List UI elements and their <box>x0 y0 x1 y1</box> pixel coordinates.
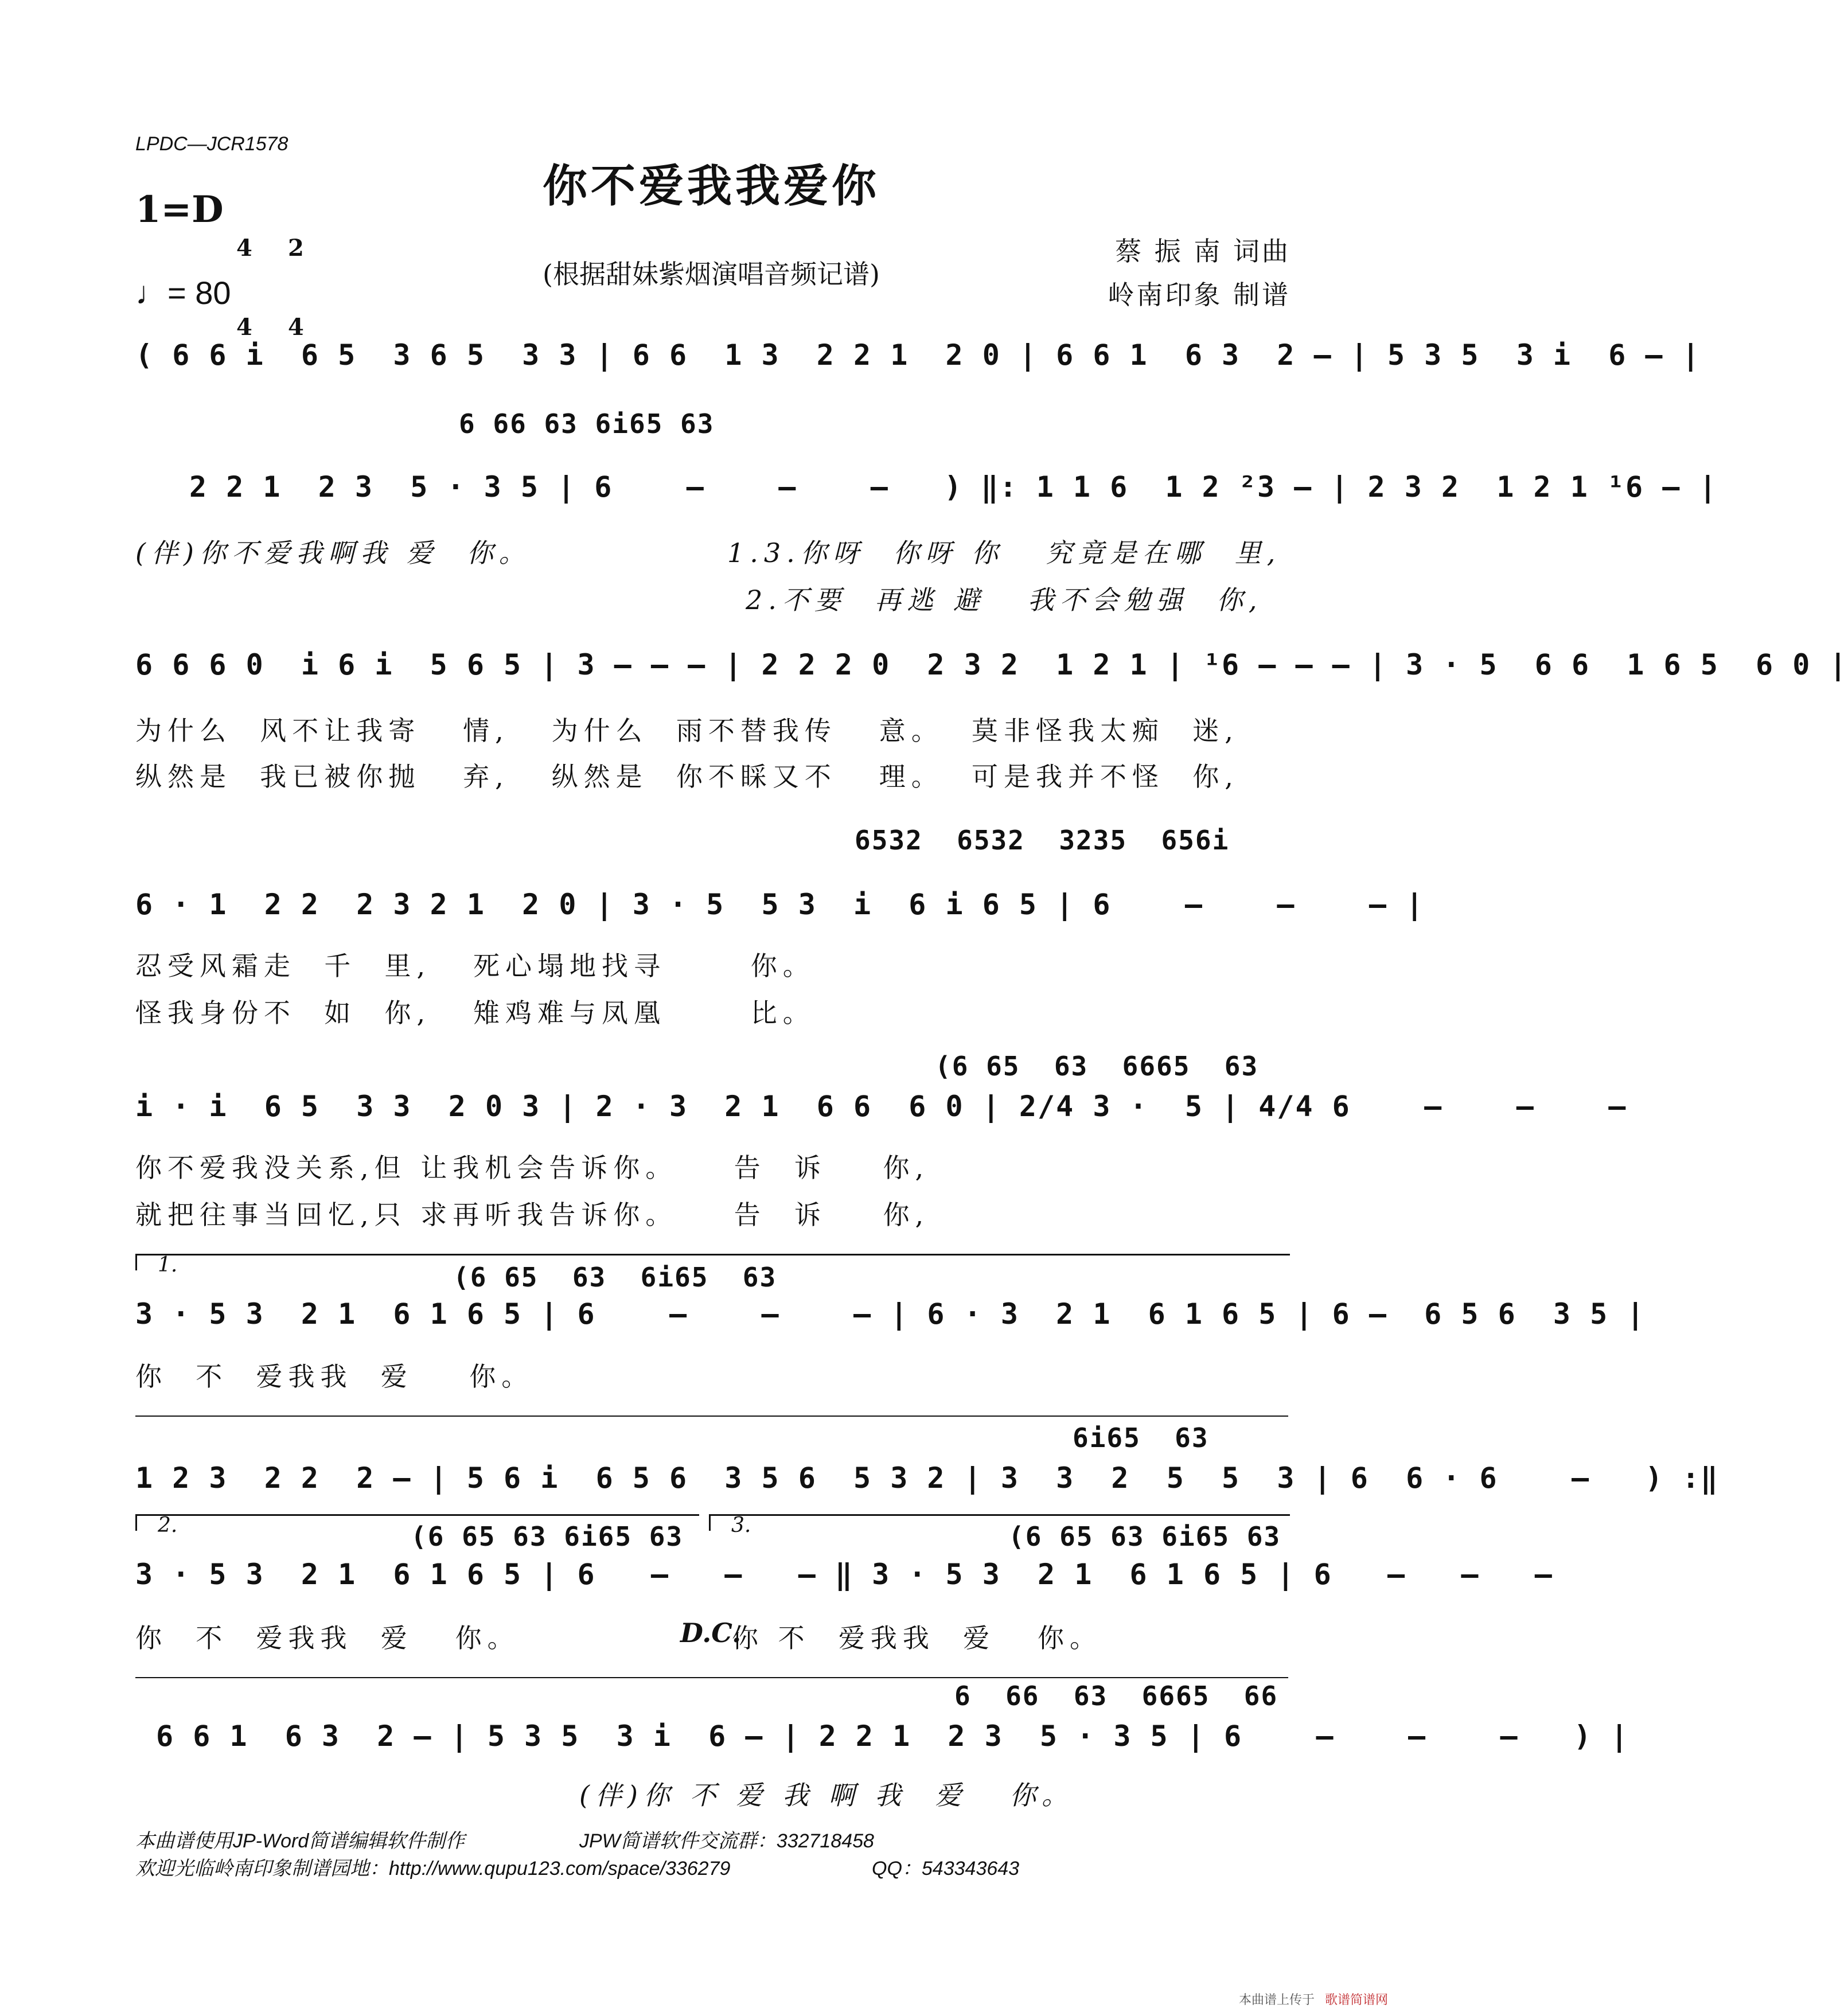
score-system-4: 6 · 1 2 2 2 3 2 1 2 0 | 3 · 5 5 3 i 6 i 6 5 | 6 – – – | <box>135 888 1425 921</box>
tempo-marking: ♩= 80 <box>135 275 231 311</box>
score-system-2: 2 2 1 2 3 5 · 3 5 | 6 – – – ) ‖: 1 1 6 1 2 ²3 – | 2 3 2 1 2 1 ¹6 – | <box>189 470 1718 504</box>
score-upper-voice: 6 66 63 6i65 63 <box>459 408 715 439</box>
staff-divider <box>135 1416 1288 1417</box>
score-upper-voice: 6532 6532 3235 656i <box>855 825 1230 856</box>
song-title: 你不爱我我爱你 <box>542 160 880 212</box>
volta-label: 2. <box>158 1514 178 1537</box>
time-signature-top: 2 <box>288 235 304 262</box>
score-system-8: 3 · 5 3 2 1 6 1 6 5 | 6 – – – ‖ 3 · 5 3 2 1 6 1 6 5 | 6 – – – <box>135 1558 1553 1591</box>
da-capo-marking: D.C. <box>680 1617 742 1648</box>
lyric-line: 怪我身份不 如 你, 雉鸡难与凤凰 比。 <box>135 997 815 1028</box>
lyric-line: 2.不要 再逃 避 我不会勉强 你, <box>746 584 1263 615</box>
lyric-line: 忍受风霜走 千 里, 死心塌地找寻 你。 <box>135 950 815 981</box>
watermark-text: 本曲谱上传于 <box>1239 1992 1315 2007</box>
footer-group-number: JPW简谱软件交流群：332718458 <box>579 1830 874 1852</box>
arranger: 岭南印象 制谱 <box>1108 279 1291 310</box>
watermark-site: 歌谱简谱网 <box>1325 1992 1389 2007</box>
lyricist-composer: 蔡 振 南 词曲 <box>1115 236 1291 267</box>
score-system-5: i · i 6 5 3 3 2 0 3 | 2 · 3 2 1 6 6 6 0 | 2/4 3 · 5 | 4/4 6 – – – <box>135 1090 1627 1123</box>
score-upper-voice: 6 66 63 6665 66 <box>954 1680 1278 1711</box>
score-system-6: 3 · 5 3 2 1 6 1 6 5 | 6 – – – | 6 · 3 2 1 6 1 6 5 | 6 – 6 5 6 3 5 | <box>135 1297 1646 1331</box>
score-upper-voice: (6 65 63 6665 63 <box>935 1051 1259 1082</box>
lyric-line: 纵然是 我已被你抛 弃, 纵然是 你不睬又不 理。 可是我并不怪 你, <box>135 761 1239 792</box>
score-upper-voice: 6i65 63 <box>1073 1422 1209 1453</box>
lyric-line: 你 不 爱我我 爱 你。 <box>135 1623 520 1654</box>
lyric-line: 你 不 爱我我 爱 你。 <box>732 1623 1102 1654</box>
lyric-line: 你不爱我没关系,但 让我机会告诉你。 告 诉 你, <box>135 1152 930 1183</box>
time-signature-bottom: 4 <box>236 314 252 341</box>
score-upper-voice: (6 65 63 6i65 63 <box>453 1262 777 1293</box>
score-system-1: ( 6 6 i 6 5 3 6 5 3 3 | 6 6 1 3 2 2 1 2 0 | 6 6 1 6 3 2 – | 5 3 5 3 i 6 – | <box>135 338 1701 372</box>
volta-label: 3. <box>731 1514 751 1537</box>
time-signature-top: 4 <box>236 235 252 262</box>
volta-label: 1. <box>158 1253 178 1277</box>
subtitle: (根据甜妹紫烟演唱音频记谱) <box>543 259 880 290</box>
lyric-line: (伴)你不爱我啊我 爱 你。 <box>135 537 531 568</box>
time-signature-bottom: 4 <box>288 314 304 341</box>
lyric-line: 为什么 风不让我寄 情, 为什么 雨不替我传 意。 莫非怪我太痴 迷, <box>135 715 1239 746</box>
score-system-9: 6 6 1 6 3 2 – | 5 3 5 3 i 6 – | 2 2 1 2 3 5 · 3 5 | 6 – – – ) | <box>156 1719 1629 1753</box>
lyric-line: 你 不 爱我我 爱 你。 <box>135 1361 534 1392</box>
lyric-line: (伴)你 不 爱 我 啊 我 爱 你。 <box>579 1780 1074 1811</box>
key-signature: 1=D <box>135 188 224 231</box>
score-system-7: 1 2 3 2 2 2 – | 5 6 i 6 5 6 3 5 6 5 3 2 | 3 3 2 5 5 3 | 6 6 · 6 – ) :‖ <box>135 1461 1719 1495</box>
score-upper-voice: (6 65 63 6i65 63 <box>411 1521 684 1552</box>
score-code: LPDC—JCR1578 <box>135 133 288 155</box>
staff-divider <box>135 1677 1288 1678</box>
footer-qq: QQ：543343643 <box>872 1858 1020 1880</box>
score-upper-voice: (6 65 63 6i65 63 <box>1008 1521 1281 1552</box>
footer-software-note: 本曲谱使用JP-Word简谱编辑软件制作 <box>135 1830 465 1852</box>
footer-website: 欢迎光临岭南印象制谱园地：http://www.qupu123.com/space/336279 <box>135 1858 731 1880</box>
lyric-line: 就把往事当回忆,只 求再听我告诉你。 告 诉 你, <box>135 1199 930 1230</box>
lyric-line: 1.3.你呀 你呀 你 究竟是在哪 里, <box>727 537 1281 568</box>
score-system-3: 6 6 6 0 i 6 i 5 6 5 | 3 – – – | 2 2 2 0 2 3 2 1 2 1 | ¹6 – – – | 3 · 5 6 6 1 6 5 6 0 | <box>135 648 1848 681</box>
